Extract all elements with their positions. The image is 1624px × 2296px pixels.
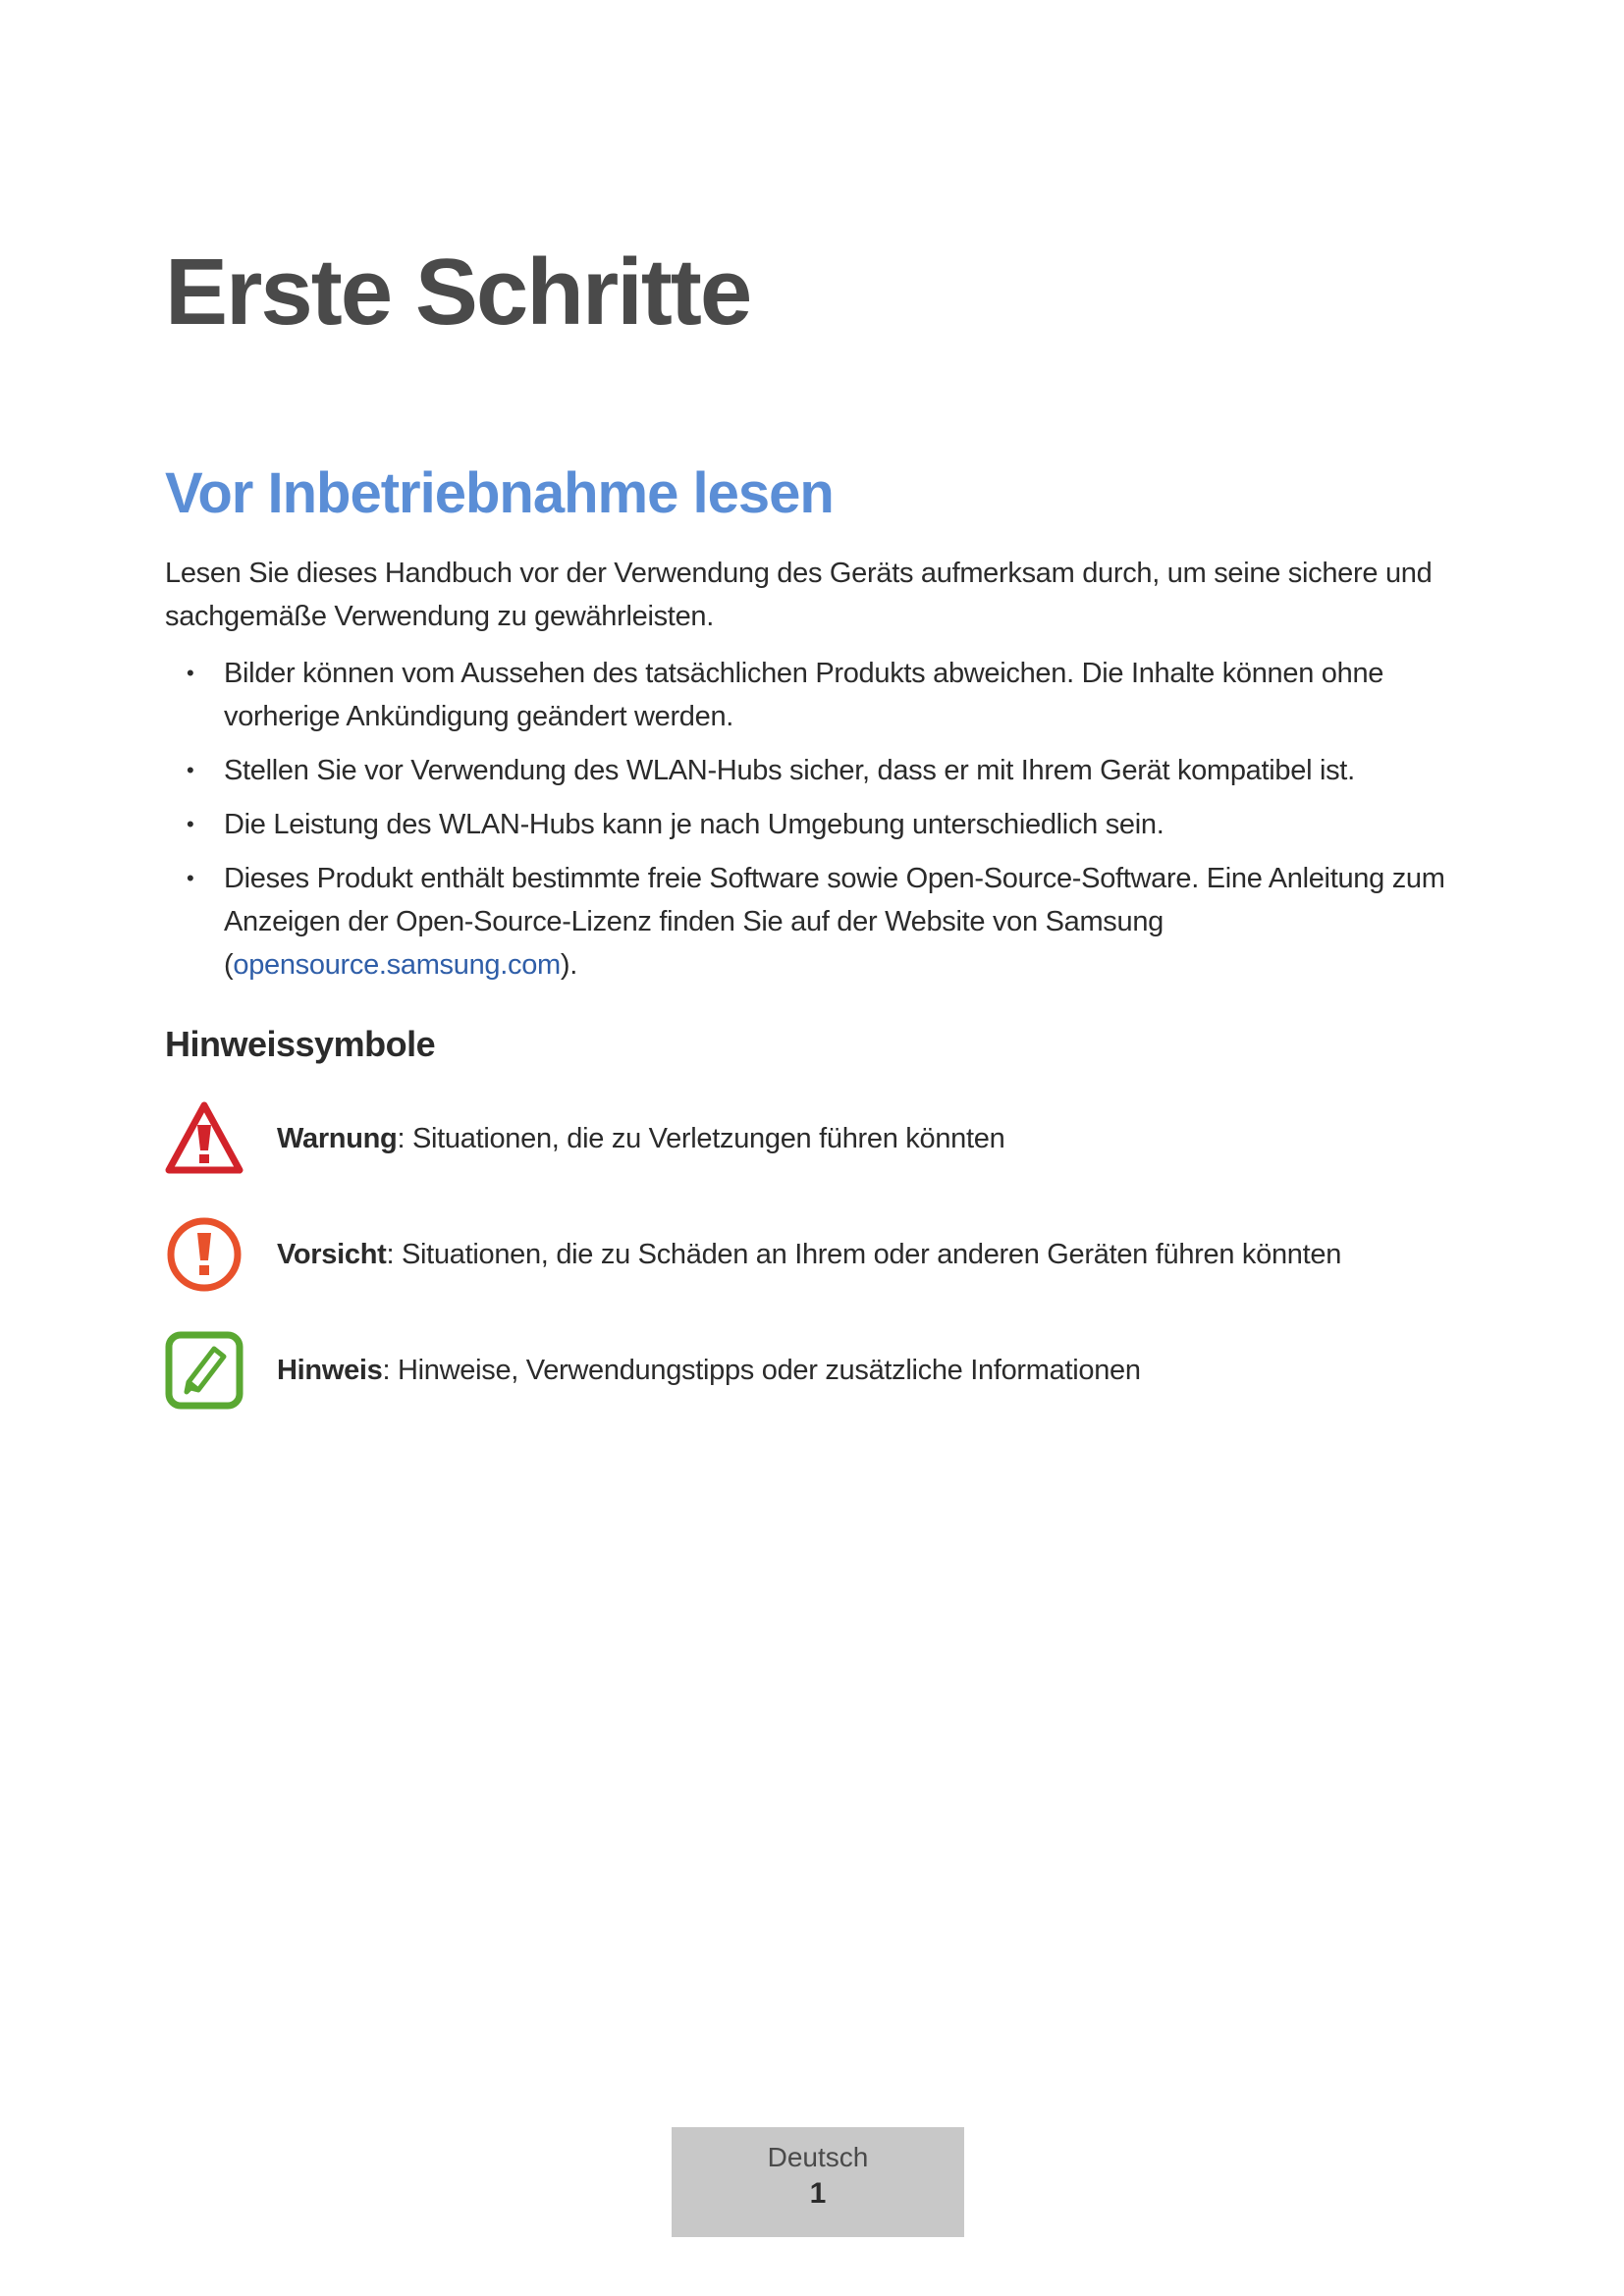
section-title: Vor Inbetriebnahme lesen (165, 461, 834, 525)
warning-triangle-icon (165, 1099, 244, 1178)
notice-note (165, 1331, 1471, 1410)
bullet-text: Stellen Sie vor Verwendung des WLAN-Hubs sicher, dass er mit Ihrem Gerät kompatibel ist. (224, 755, 1355, 786)
note-pencil-icon (165, 1331, 244, 1410)
notice-warning-text (277, 1099, 1004, 1178)
opensource-link[interactable]: opensource.samsung.com (233, 949, 561, 981)
bullet-text: Die Leistung des WLAN-Hubs kann je nach Umgebung unterschiedlich sein. (224, 809, 1164, 840)
list-item (165, 749, 1471, 792)
list-item (165, 652, 1471, 738)
caution-circle-icon (165, 1215, 244, 1294)
notice-caution (165, 1215, 1471, 1294)
bullet-marker: • (187, 661, 194, 685)
bullet-marker: • (187, 866, 194, 890)
chapter-title: Erste Schritte (165, 240, 751, 345)
notice-label: Warnung (277, 1123, 398, 1154)
bullet-marker: • (187, 812, 194, 836)
bullet-list (165, 652, 1471, 997)
bullet-text: Dieses Produkt enthält bestimmte freie Software sowie Open-Source-Software. Eine Anleitung zum Anzeigen der Open-Source-Lizenz finden Sie auf der Website von Samsung ( (224, 863, 1445, 981)
intro-paragraph: Lesen Sie dieses Handbuch vor der Verwendung des Geräts aufmerksam durch, um seine sichere und sachgemäße Verwendung zu gewährleisten. (165, 558, 1433, 632)
bullet-marker: • (187, 758, 194, 782)
notice-label: Hinweis (277, 1355, 383, 1386)
notice-warning (165, 1099, 1471, 1178)
bullet-suffix: ). (560, 949, 578, 981)
notice-note-text (277, 1331, 1141, 1410)
bullet-text: Bilder können vom Aussehen des tatsächlichen Produkts abweichen. Die Inhalte können ohne vorherige Ankündigung geändert werden. (224, 658, 1384, 732)
notice-description: : Hinweise, Verwendungstipps oder zusätzliche Informationen (382, 1355, 1141, 1386)
notice-symbols-heading: Hinweissymbole (165, 1024, 436, 1064)
notice-description: : Situationen, die zu Verletzungen führen könnten (397, 1123, 1005, 1154)
footer-language: Deutsch (767, 2142, 869, 2172)
notice-description: : Situationen, die zu Schäden an Ihrem oder anderen Geräten führen könnten (386, 1239, 1342, 1270)
notice-label: Vorsicht (277, 1239, 387, 1270)
page-footer (672, 2127, 964, 2237)
notice-caution-text (277, 1215, 1341, 1294)
page-number: 1 (809, 2177, 827, 2210)
list-item (165, 857, 1471, 987)
list-item (165, 803, 1471, 846)
